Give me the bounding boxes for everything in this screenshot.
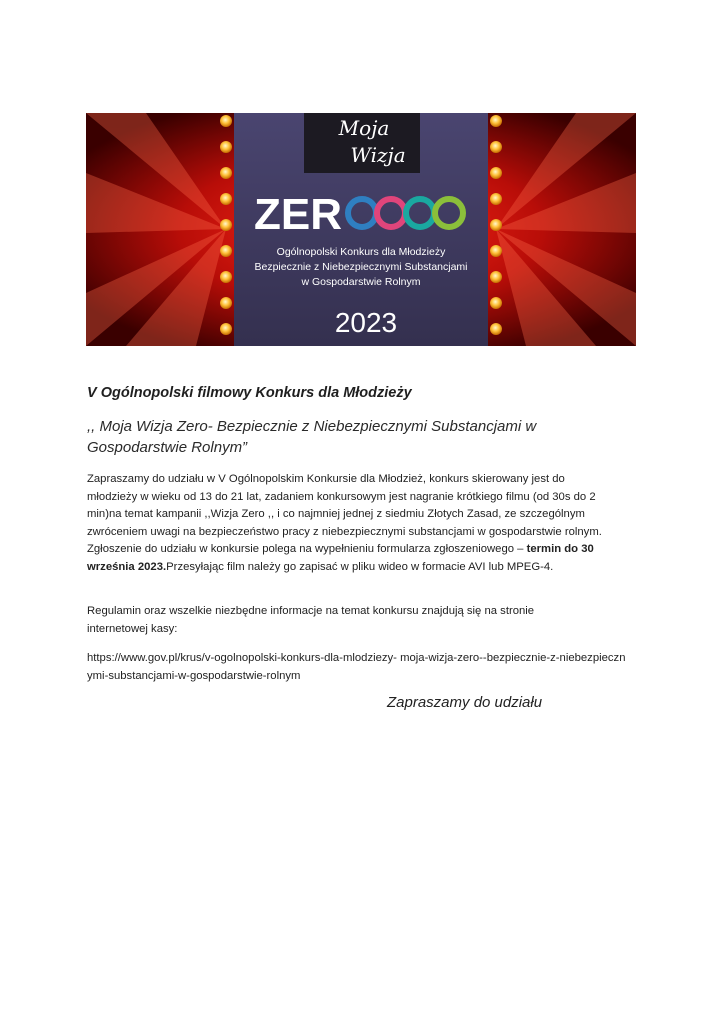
page-heading: V Ogólnopolski filmowy Konkurs dla Młodzieży [87,385,412,401]
deadline-text: termin do 30 września 2023. [87,543,594,573]
body-text-part1: Zapraszamy do udziału w V Ogólnopolskim Konkursie dla Młodzież, konkurs skierowany jest do młodzieży w wieku od 13 do 21 lat, zadaniem konkursowym jest nagranie krótkiego filmu (od 30s do 2 min)na temat kampanii ,,Wizja Zero ,, i co najmniej jednej z siedmiu Złotych Zasad, ze szczególnym zwróceniem uwagi na bezpieczeństwo pracy z niebezpiecznymi substancjami w gospodarstwie rolnym. Zgłoszenie do udziału w konkursie polega na wypełnieniu formularza zgłoszeniowego – [87,473,602,556]
banner-graphic [86,113,636,346]
logo-line1: Moja [338,116,390,140]
body-paragraph [87,471,617,577]
banner-year: 2023 [334,307,398,338]
body-text-part2: Przesyłając film należy go zapisać w pliku wideo w formacie AVI lub MPEG-4. [166,560,554,573]
contest-banner [86,113,636,346]
closing-text: Zapraszamy do udziału [387,694,543,711]
zero-text: ZER [254,190,342,239]
contest-link[interactable]: https://www.gov.pl/krus/v-ogolnopolski-konkurs-dla-mlodziezy- moja-wizja-zero--bezpiecznie-z-niebezpiecznymi-substancjami-w-gospodarstwie-rolnym [87,652,626,682]
regulamin-paragraph: Regulamin oraz wszelkie niezbędne informacje na temat konkursu znajdują się na stronie internetowej kasy: [87,605,535,635]
banner-desc-line1: Ogólnopolski Konkurs dla Młodzieży [276,246,446,258]
banner-desc-line3: w Gospodarstwie Rolnym [301,276,421,288]
bulbs-left [220,115,232,335]
banner-desc-line2: Bezpiecznie z Niebezpiecznymi Substancjami [254,261,468,273]
bulbs-right [490,115,502,335]
logo-line2: Wizja [350,143,406,167]
campaign-subtitle: ,, Moja Wizja Zero- Bezpiecznie z Niebezpiecznymi Substancjami w Gospodarstwie Rolnym” [87,418,537,456]
